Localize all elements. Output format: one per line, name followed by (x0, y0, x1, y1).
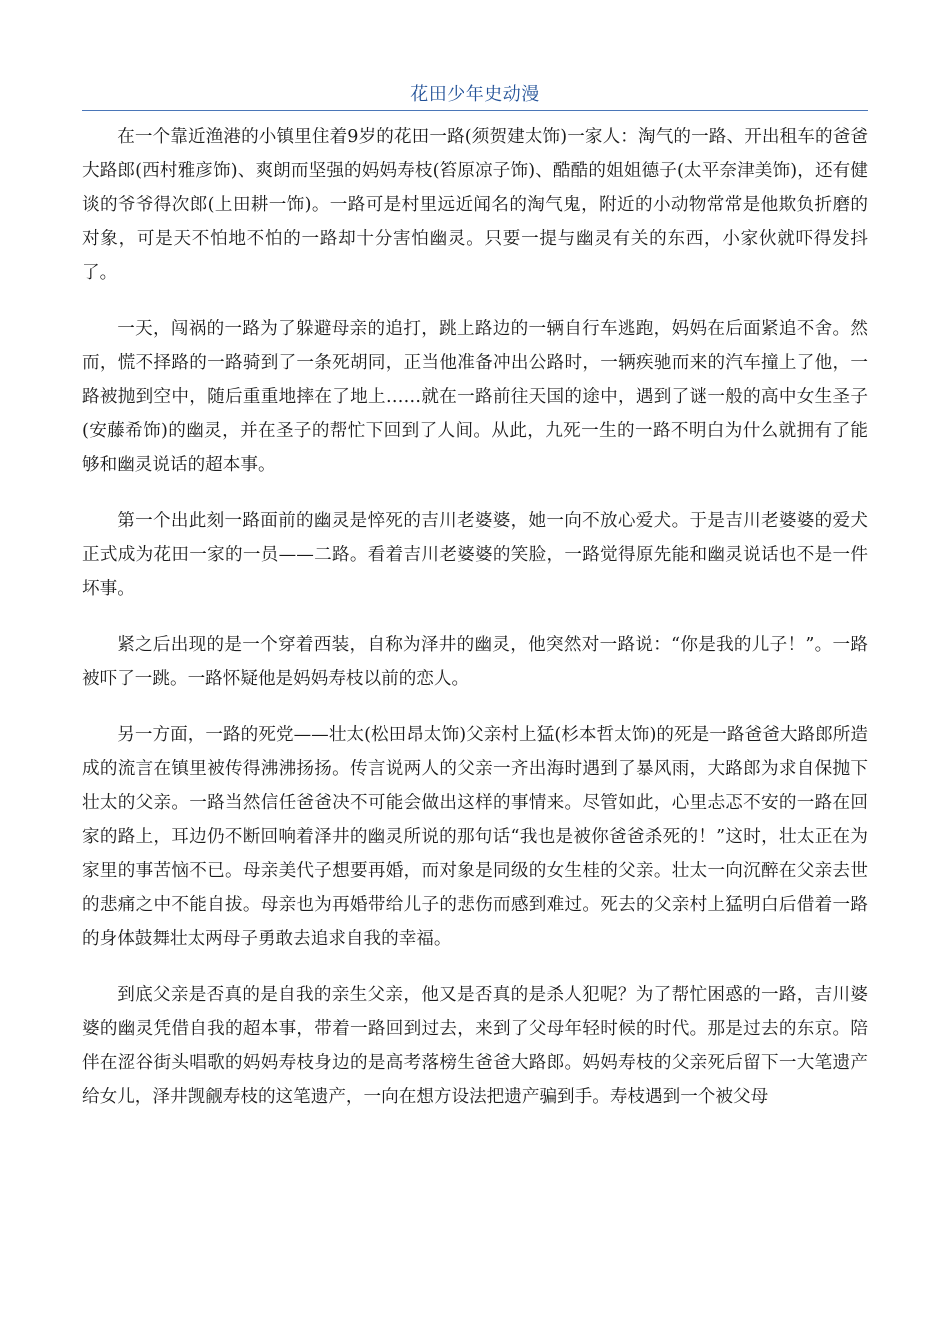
article-body (82, 120, 868, 1136)
paragraph-4: 紧之后出现的是一个穿着西装，自称为泽井的幽灵，他突然对一路说：“你是我的儿子！”。一路被吓了一跳。一路怀疑他是妈妈寿枝以前的恋人。 (82, 635, 868, 689)
header-title: 花田少年史动漫 (410, 84, 540, 105)
paragraph-1: 在一个靠近渔港的小镇里住着9岁的花田一路(须贺建太饰)一家人：淘气的一路、开出租车的爸爸大路郎(西村雅彦饰)、爽朗而坚强的妈妈寿枝(笞原凉子饰)、酷酷的姐姐德子(太平奈津美饰)，还有健谈的爷爷得次郎(上田耕一饰)。一路可是村里远近闻名的淘气鬼，附近的小动物常常是他欺负折磨的对象，可是天不怕地不怕的一路却十分害怕幽灵。只要一提与幽灵有关的东西，小家伙就吓得发抖了。 (82, 127, 868, 283)
paragraph-2: 一天，闯祸的一路为了躲避母亲的追打，跳上路边的一辆自行车逃跑，妈妈在后面紧追不舍。然而，慌不择路的一路骑到了一条死胡同，正当他准备冲出公路时，一辆疾驰而来的汽车撞上了他，一路被抛到空中，随后重重地摔在了地上……就在一路前往天国的途中，遇到了谜一般的高中女生圣子(安藤希饰)的幽灵，并在圣子的帮忙下回到了人间。从此，九死一生的一路不明白为什么就拥有了能够和幽灵说话的超本事。 (82, 319, 868, 475)
page-header (82, 80, 868, 111)
paragraph-6: 到底父亲是否真的是自我的亲生父亲，他又是否真的是杀人犯呢？为了帮忙困惑的一路，吉川婆婆的幽灵凭借自我的超本事，带着一路回到过去，来到了父母年轻时候的时代。那是过去的东京。陪伴在涩谷街头唱歌的妈妈寿枝身边的是高考落榜生爸爸大路郎。妈妈寿枝的父亲死后留下一大笔遗产给女儿，泽井觊觎寿枝的这笔遗产，一向在想方设法把遗产骗到手。寿枝遇到一个被父母 (82, 985, 868, 1107)
paragraph-3: 第一个出此刻一路面前的幽灵是悴死的吉川老婆婆，她一向不放心爱犬。于是吉川老婆婆的爱犬正式成为花田一家的一员——二路。看着吉川老婆婆的笑脸，一路觉得原先能和幽灵说话也不是一件坏事。 (82, 511, 868, 599)
paragraph-5: 另一方面，一路的死党——壮太(松田昂太饰)父亲村上猛(杉本哲太饰)的死是一路爸爸大路郎所造成的流言在镇里被传得沸沸扬扬。传言说两人的父亲一齐出海时遇到了暴风雨，大路郎为求自保抛下壮太的父亲。一路当然信任爸爸决不可能会做出这样的事情来。尽管如此，心里忐忑不安的一路在回家的路上，耳边仍不断回响着泽井的幽灵所说的那句话“我也是被你爸爸杀死的！”这时，壮太正在为家里的事苦恼不已。母亲美代子想要再婚，而对象是同级的女生桂的父亲。壮太一向沉醉在父亲去世的悲痛之中不能自拔。母亲也为再婚带给儿子的悲伤而感到难过。死去的父亲村上猛明白后借着一路的身体鼓舞壮太两母子勇敢去追求自我的幸福。 (82, 725, 868, 949)
